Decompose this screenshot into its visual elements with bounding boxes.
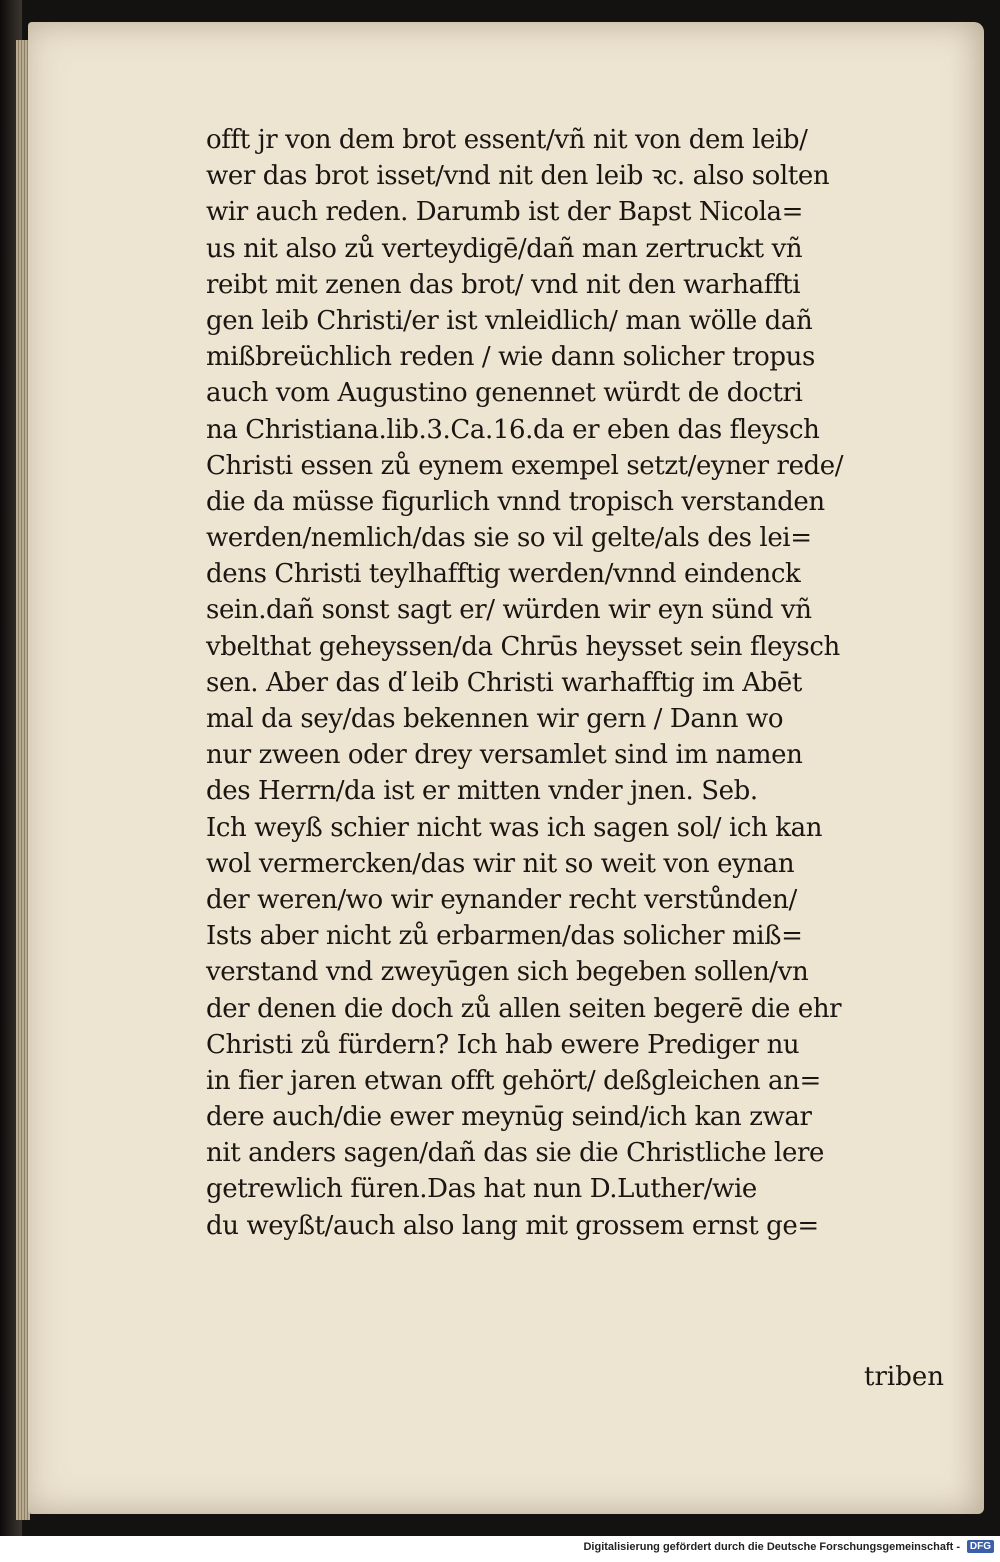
- text-line: nur zween oder drey versamlet sind im namen: [206, 740, 803, 771]
- text-line: du weyßt/auch also lang mit grossem ernst ge=: [206, 1210, 819, 1241]
- text-block: [206, 122, 966, 1244]
- text-line: Ists aber nicht zů erbarmen/das solicher miß=: [206, 921, 803, 952]
- text-line: der denen die doch zů allen seiten begerē die ehr: [206, 993, 842, 1024]
- text-line: werden/nemlich/das sie so vil gelte/als des lei=: [206, 523, 812, 554]
- text-line: nit anders sagen/dañ das sie die Christliche lere: [206, 1138, 824, 1169]
- text-line: us nit also zů verteydigē/dañ man zertruckt vñ: [206, 233, 803, 264]
- funding-notice: Digitalisierung gefördert durch die Deutsche Forschungsgemeinschaft -: [583, 1541, 960, 1553]
- text-line: der weren/wo wir eynander recht verstůnden/: [206, 884, 797, 915]
- text-line: wol vermercken/das wir nit so weit von eynan: [206, 848, 795, 879]
- text-line: dere auch/die ewer meynūg seind/ich kan zwar: [206, 1102, 812, 1133]
- text-line: wer das brot isset/vnd nit den leib ꝛc. also solten: [206, 161, 830, 192]
- text-line: mißbreüchlich reden / wie dann solicher tropus: [206, 342, 815, 373]
- text-line: offt jr von dem brot essent/vñ nit von dem leib/: [206, 125, 808, 155]
- text-line: mal da sey/das bekennen wir gern / Dann wo: [206, 704, 784, 734]
- text-line: na Christiana.lib.3.Ca.16.da er eben das fleysch: [206, 414, 820, 445]
- catchword: triben: [864, 1362, 944, 1392]
- text-line: Christi zů fürdern? Ich hab ewere Prediger nu: [206, 1029, 800, 1060]
- text-line: verstand vnd zweyūgen sich begeben sollen/vn: [206, 957, 809, 988]
- text-line: gen leib Christi/er ist vnleidlich/ man wölle dañ: [206, 305, 813, 336]
- dfg-logo: DFG: [967, 1540, 994, 1553]
- text-line: sen. Aber das ď leib Christi warhafftig im Abēt: [206, 667, 802, 698]
- text-line: vbelthat geheyssen/da Chrūs heysset sein fleysch: [206, 631, 840, 662]
- text-line: Christi essen zů eynem exempel setzt/eyner rede/: [206, 450, 844, 481]
- text-line: wir auch reden. Darumb ist der Bapst Nicola=: [206, 197, 803, 228]
- footer-bar: [0, 1536, 1000, 1562]
- text-line: auch vom Augustino genennet würdt de doctri: [206, 378, 803, 409]
- text-line: des Herrn/da ist er mitten vnder jnen. Seb.: [206, 776, 758, 807]
- text-line: Ich weyß schier nicht was ich sagen sol/ ich kan: [206, 812, 823, 843]
- text-line: die da müsse figurlich vnnd tropisch verstanden: [206, 486, 825, 517]
- text-line: reibt mit zenen das brot/ vnd nit den warhaffti: [206, 269, 801, 300]
- text-line: sein.dañ sonst sagt er/ würden wir eyn sünd vñ: [206, 595, 812, 626]
- text-line: dens Christi teylhafftig werden/vnnd eindenck: [206, 559, 801, 590]
- text-line: in fier jaren etwan offt gehört/ deßgleichen an=: [206, 1065, 821, 1096]
- book-page: [28, 22, 984, 1514]
- text-line: getrewlich füren.Das hat nun D.Luther/wie: [206, 1174, 757, 1205]
